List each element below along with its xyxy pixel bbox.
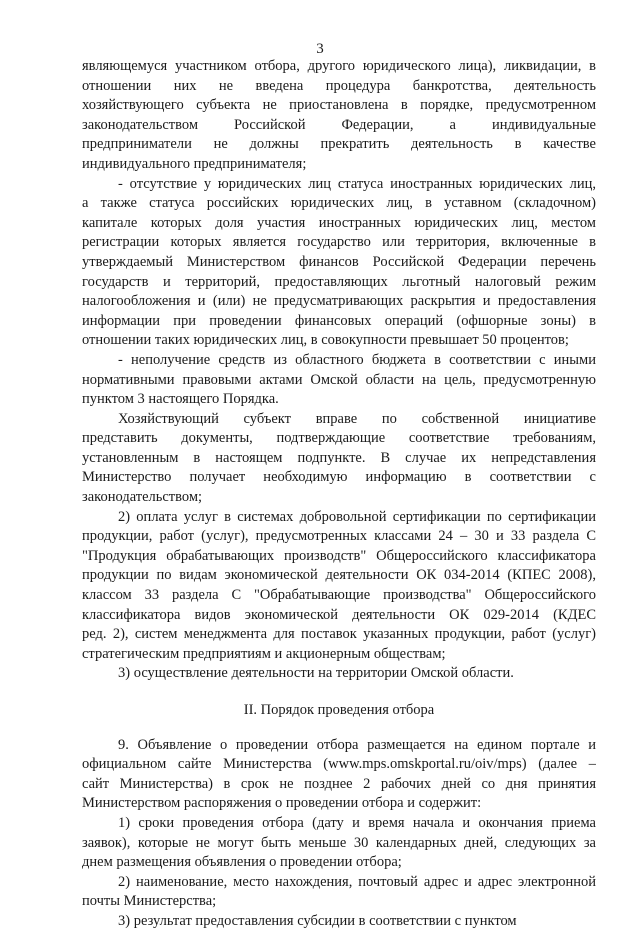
text-line: официальном сайте Министерства (www.mps.omskportal.ru/oiv/mps) (далее – [82,756,596,773]
text-line: классом 33 раздела С "Обрабатывающие производства" Общероссийского [82,587,596,604]
text-line: установленным в настоящем подпункте. В случае их непредставления [82,449,596,466]
text-line: налогообложения и (или) не предусматривающих раскрытия и предоставления [82,293,596,310]
text-line: утверждаемый Министерством финансов Российской Федерации перечень [82,253,596,270]
text-line: "Продукция обрабатывающих производств" Общероссийского классификатора [82,547,596,564]
paragraph-p1 [82,57,596,175]
text-line: классификатора видов экономической деятельности ОК 029-2014 (КДЕС [82,606,596,623]
text-line: стратегическим предприятиям и акционерным обществам; [82,645,446,662]
paragraph-p10 [82,912,596,932]
text-line: заявок), которые не могут быть меньше 30 календарных дней, следующих за [82,834,596,851]
page-number: 3 [316,41,324,57]
text-line: Хозяйствующий субъект вправе по собственной инициативе [118,410,596,427]
text-line: продукции по видам экономической деятельности ОК 034-2014 (КПЕС 2008), [82,567,596,584]
text-line: 2) наименование, место нахождения, почтовый адрес и адрес электронной [118,873,596,890]
text-line: регистрации которых является государство или территория, включенные в [82,234,596,251]
text-line: 1) сроки проведения отбора (дату и время начала и окончания приема [118,814,596,831]
text-line: индивидуального предпринимателя; [82,155,307,172]
text-line: отношении них не введена процедура банкротства, деятельность [82,77,596,94]
text-line: законодательством Российской Федерации, а индивидуальные [82,116,596,133]
text-line: днем размещения объявления о проведении отбора; [82,854,402,871]
paragraph-p9 [82,873,596,912]
text-line: представить документы, подтверждающие соответствие требованиям, [82,430,596,447]
text-line: почты Министерства; [82,893,217,910]
text-line: 3) результат предоставления субсидии в соответствии с пунктом [118,912,517,929]
text-line: являющемуся участником отбора, другого юридического лица), ликвидации, в [82,58,596,74]
paragraph-p6 [82,664,596,684]
text-line: Министерством распоряжения о проведении отбора и содержит: [82,795,482,812]
text-line: законодательством; [82,489,203,506]
document-body [82,57,596,932]
paragraph-p2 [82,175,596,351]
text-line: пунктом 3 настоящего Порядка. [82,391,279,408]
text-line: - отсутствие у юридических лиц статуса иностранных юридических лиц, [118,175,596,192]
text-line: ред. 2), систем менеджмента для поставок указанных продукции, работ (услуг) [82,626,596,643]
text-line: 3) осуществление деятельности на территории Омской области. [118,665,514,682]
text-line: продукции, работ (услуг), предусмотренных классами 24 – 30 и 33 раздела С [82,528,596,545]
text-line: предприниматели не должны прекратить деятельность в качестве [82,136,596,153]
text-line: капитале которых доля участия иностранных юридических лиц, местом [82,214,596,231]
paragraph-p7 [82,736,596,814]
text-line: хозяйствующего субъекта не приостановлена в порядке, предусмотренном [82,97,596,114]
text-line: нормативными правовыми актами Омской области на цель, предусмотренную [82,371,596,388]
text-line: информации при проведении финансовых операций (офшорные зоны) в [82,312,596,329]
text-line: сайт Министерства) в срок не позднее 2 рабочих дней со дня принятия [82,775,596,792]
text-line: а также статуса российских юридических лиц, в уставном (складочном) [82,195,596,212]
text-line: - неполучение средств из областного бюджета в соответствии с иными [118,351,596,368]
text-line: Министерство получает необходимую информацию в соответствии с [82,469,596,486]
text-line: 2) оплата услуг в системах добровольной сертификации по сертификации [118,508,596,525]
text-line: 9. Объявление о проведении отбора размещается на едином портале и [118,736,596,753]
paragraph-p4 [82,410,596,508]
section-heading: II. Порядок проведения отбора [243,702,435,718]
text-line: государств и территорий, предоставляющих льготный налоговый режим [82,273,596,290]
paragraph-p3 [82,351,596,410]
paragraph-p5 [82,508,596,665]
paragraph-p8 [82,814,596,873]
text-line: отношении таких юридических лиц, в совокупности превышает 50 процентов; [82,332,569,349]
